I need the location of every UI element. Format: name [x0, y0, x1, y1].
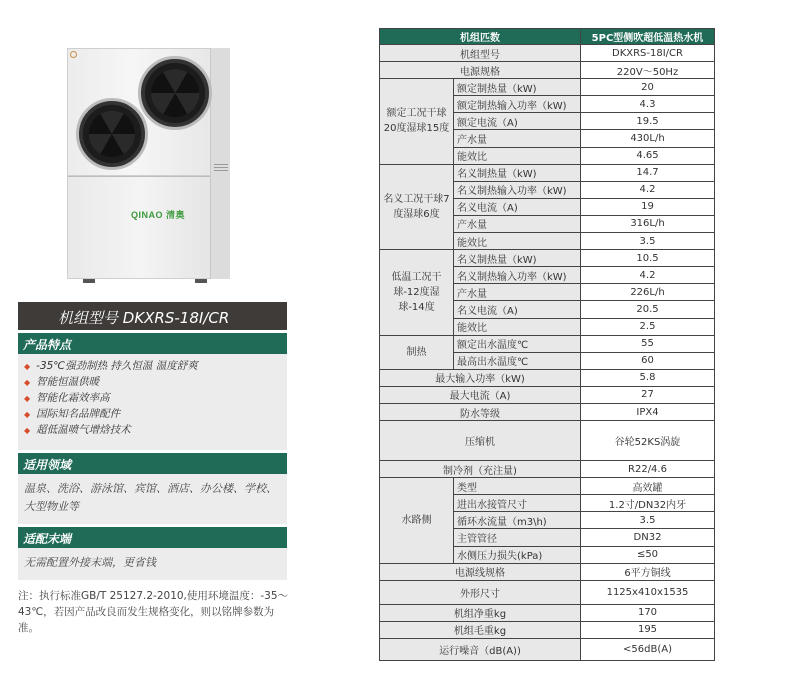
- brand-badge-icon: [70, 51, 77, 58]
- diamond-bullet-icon: ◆: [24, 362, 31, 371]
- spec-label: 水侧压力损失(kPa): [454, 546, 581, 563]
- table-row: [380, 62, 715, 79]
- spec-value: 4.65: [581, 147, 715, 164]
- spec-value: 1.2寸/DN32内牙: [581, 495, 715, 512]
- spec-value: 4.2: [581, 181, 715, 198]
- spec-label: 主管管径: [454, 529, 581, 546]
- spec-value: 4.2: [581, 267, 715, 284]
- spec-label: 机组型号: [380, 45, 581, 62]
- feature-item: ◆ 智能化霜效率高: [24, 392, 110, 404]
- spec-label: 名义制热输入功率（kW): [454, 267, 581, 284]
- spec-label: 产水量: [454, 215, 581, 232]
- features-heading: 产品特点: [18, 333, 287, 354]
- model-title-bar: 机组型号 DKXRS-18Ⅰ/CR: [18, 302, 287, 330]
- spec-value: 170: [581, 604, 715, 621]
- feature-item: ◆ 国际知名品牌配件: [24, 408, 121, 420]
- brand-logo: QINAO 清奥: [131, 210, 186, 220]
- spec-label: 制冷剂（充注量): [380, 461, 581, 478]
- spec-value: 6平方铜线: [581, 563, 715, 580]
- table-row: [380, 638, 715, 660]
- spec-label: 类型: [454, 478, 581, 495]
- spec-table: [379, 28, 715, 661]
- group-label: 额定工况干球20度湿球15度: [380, 79, 454, 164]
- spec-label: 能效比: [454, 233, 581, 250]
- spec-label: 进出水接管尺寸: [454, 495, 581, 512]
- footnote: 注：执行标准GB/T 25127.2-2010,使用环境温度：-35～43℃，若因产品改良而发生规格变化，则以铭牌参数为准。: [18, 590, 289, 634]
- table-row: [380, 79, 715, 96]
- group-label: 水路侧: [380, 478, 454, 563]
- diamond-bullet-icon: ◆: [24, 426, 31, 435]
- vent-grille: [214, 163, 228, 171]
- applications-body: [18, 474, 287, 524]
- spec-label: 压缩机: [380, 421, 581, 461]
- spec-value: DKXRS-18Ⅰ/CR: [581, 45, 715, 62]
- spec-value: <56dB(A): [581, 638, 715, 660]
- spec-label: 循环水流量（m3\h): [454, 512, 581, 529]
- spec-value: DN32: [581, 529, 715, 546]
- table-row: [380, 478, 715, 495]
- applications-heading: 适用领域: [18, 453, 287, 474]
- terminal-body: [18, 548, 287, 580]
- table-row: [380, 421, 715, 461]
- product-image: [67, 48, 230, 281]
- spec-label: 额定出水温度℃: [454, 335, 581, 352]
- table-row: [380, 621, 715, 638]
- diamond-bullet-icon: ◆: [24, 378, 31, 387]
- spec-value: IPX4: [581, 403, 715, 420]
- spec-label: 名义制热量（kW): [454, 250, 581, 267]
- table-row: [380, 403, 715, 420]
- spec-label: 机组净重kg: [380, 604, 581, 621]
- table-row: [380, 250, 715, 267]
- spec-value: 19: [581, 198, 715, 215]
- table-header-row: [380, 29, 715, 45]
- table-row: [380, 45, 715, 62]
- header-cell: 5PC型侧吹超低温热水机: [581, 29, 715, 45]
- terminal-heading: 适配末端: [18, 527, 287, 548]
- group-label: 名义工况干球7度湿球6度: [380, 164, 454, 249]
- header-cell: 机组匹数: [380, 29, 581, 45]
- unit-foot: [83, 279, 95, 283]
- table-row: [380, 164, 715, 181]
- table-row: [380, 335, 715, 352]
- spec-value: 55: [581, 335, 715, 352]
- spec-label: 产水量: [454, 130, 581, 147]
- spec-label: 最高出水温度℃: [454, 352, 581, 369]
- spec-value: 195: [581, 621, 715, 638]
- table-row: [380, 461, 715, 478]
- spec-value: 20: [581, 79, 715, 96]
- spec-label: 电源线规格: [380, 563, 581, 580]
- spec-value: 1125x410x1535: [581, 580, 715, 604]
- spec-label: 名义电流（A): [454, 301, 581, 318]
- unit-lower-panel: [67, 176, 230, 279]
- spec-label: 电源规格: [380, 62, 581, 79]
- features-list: [18, 354, 287, 450]
- table-row: [380, 580, 715, 604]
- spec-value: 60: [581, 352, 715, 369]
- spec-value: 430L/h: [581, 130, 715, 147]
- spec-value: R22/4.6: [581, 461, 715, 478]
- spec-value: 高效罐: [581, 478, 715, 495]
- spec-label: 名义制热输入功率（kW): [454, 181, 581, 198]
- table-row: [380, 386, 715, 403]
- spec-label: 机组毛重kg: [380, 621, 581, 638]
- spec-label: 运行噪音（dB(A)): [380, 638, 581, 660]
- table-row: [380, 604, 715, 621]
- feature-item: ◆ -35℃强劲制热 持久恒温 温度舒爽: [24, 360, 198, 372]
- spec-label: 能效比: [454, 318, 581, 335]
- spec-value: 316L/h: [581, 215, 715, 232]
- spec-value: 14.7: [581, 164, 715, 181]
- spec-value: 谷轮52KS涡旋: [581, 421, 715, 461]
- table-row: [380, 563, 715, 580]
- diamond-bullet-icon: ◆: [24, 394, 31, 403]
- spec-label: 防水等级: [380, 403, 581, 420]
- spec-label: 外形尺寸: [380, 580, 581, 604]
- applications-text: 温泉、洗浴、游泳馆、宾馆、酒店、办公楼、学校、大型物业等: [24, 482, 277, 513]
- diamond-bullet-icon: ◆: [24, 410, 31, 419]
- table-row: [380, 369, 715, 386]
- spec-value: 20.5: [581, 301, 715, 318]
- spec-label: 额定电流（A): [454, 113, 581, 130]
- spec-value: 2.5: [581, 318, 715, 335]
- spec-label: 名义电流（A): [454, 198, 581, 215]
- group-label: 低温工况干球-12度湿球-14度: [380, 250, 454, 335]
- spec-value: 226L/h: [581, 284, 715, 301]
- fan-icon: [76, 98, 148, 170]
- unit-foot: [195, 279, 207, 283]
- spec-value: 19.5: [581, 113, 715, 130]
- terminal-text: 无需配置外接末端，更省钱: [24, 556, 156, 569]
- spec-value: ≤50: [581, 546, 715, 563]
- fan-icon: [138, 56, 212, 130]
- feature-item: ◆ 超低温喷气增焓技术: [24, 424, 131, 436]
- spec-label: 名义制热量（kW): [454, 164, 581, 181]
- spec-label: 额定制热量（kW): [454, 79, 581, 96]
- spec-label: 额定制热输入功率（kW): [454, 96, 581, 113]
- spec-value: 27: [581, 386, 715, 403]
- spec-value: 3.5: [581, 233, 715, 250]
- spec-label: 最大输入功率（kW): [380, 369, 581, 386]
- spec-label: 产水量: [454, 284, 581, 301]
- spec-value: 3.5: [581, 512, 715, 529]
- spec-value: 5.8: [581, 369, 715, 386]
- spec-label: 能效比: [454, 147, 581, 164]
- spec-value: 4.3: [581, 96, 715, 113]
- group-label: 制热: [380, 335, 454, 369]
- spec-value: 220V～50Hz: [581, 62, 715, 79]
- feature-item: ◆ 智能恒温供暖: [24, 376, 100, 388]
- spec-label: 最大电流（A): [380, 386, 581, 403]
- spec-value: 10.5: [581, 250, 715, 267]
